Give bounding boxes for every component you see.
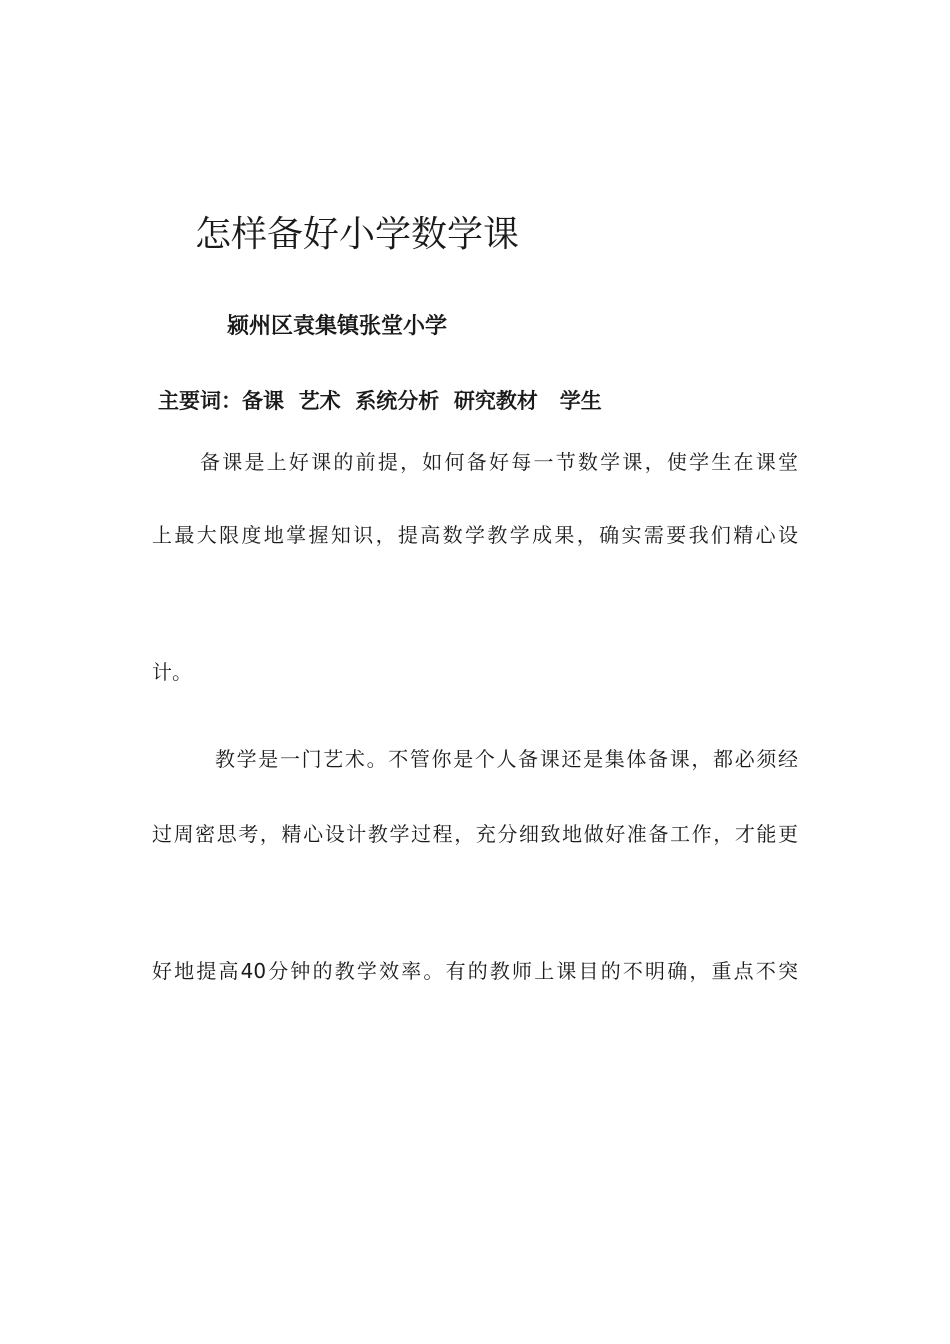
document-title: 怎样备好小学数学课 — [195, 214, 520, 255]
paragraph-2-line-3-end: 分钟的教学效率。有的教师上课目的不明确，重点不突 — [266, 959, 798, 983]
paragraph-1-line-2: 上最大限度地掌握知识，提高数学教学成果，确实需要我们精心设 — [152, 523, 798, 547]
paragraph-2-line-3 — [152, 955, 798, 987]
school-name: 颍州区袁集镇张堂小学 — [227, 314, 448, 339]
paragraph-2-line-1: 教学是一门艺术。不管你是个人备课还是集体备课，都必须经 — [215, 747, 798, 771]
keywords-line: 主要词：备课 艺术 系统分析 研究教材 学生 — [158, 389, 602, 413]
paragraph-2-line-3-number: 40 — [240, 959, 267, 983]
paragraph-1-line-3: 计。 — [152, 660, 192, 684]
paragraph-2-line-3-start: 好地提高 — [152, 959, 241, 983]
paragraph-2-line-2: 过周密思考，精心设计教学过程，充分细致地做好准备工作，才能更 — [152, 822, 798, 846]
paragraph-1-line-1: 备课是上好课的前提，如何备好每一节数学课，使学生在课堂 — [200, 450, 798, 474]
